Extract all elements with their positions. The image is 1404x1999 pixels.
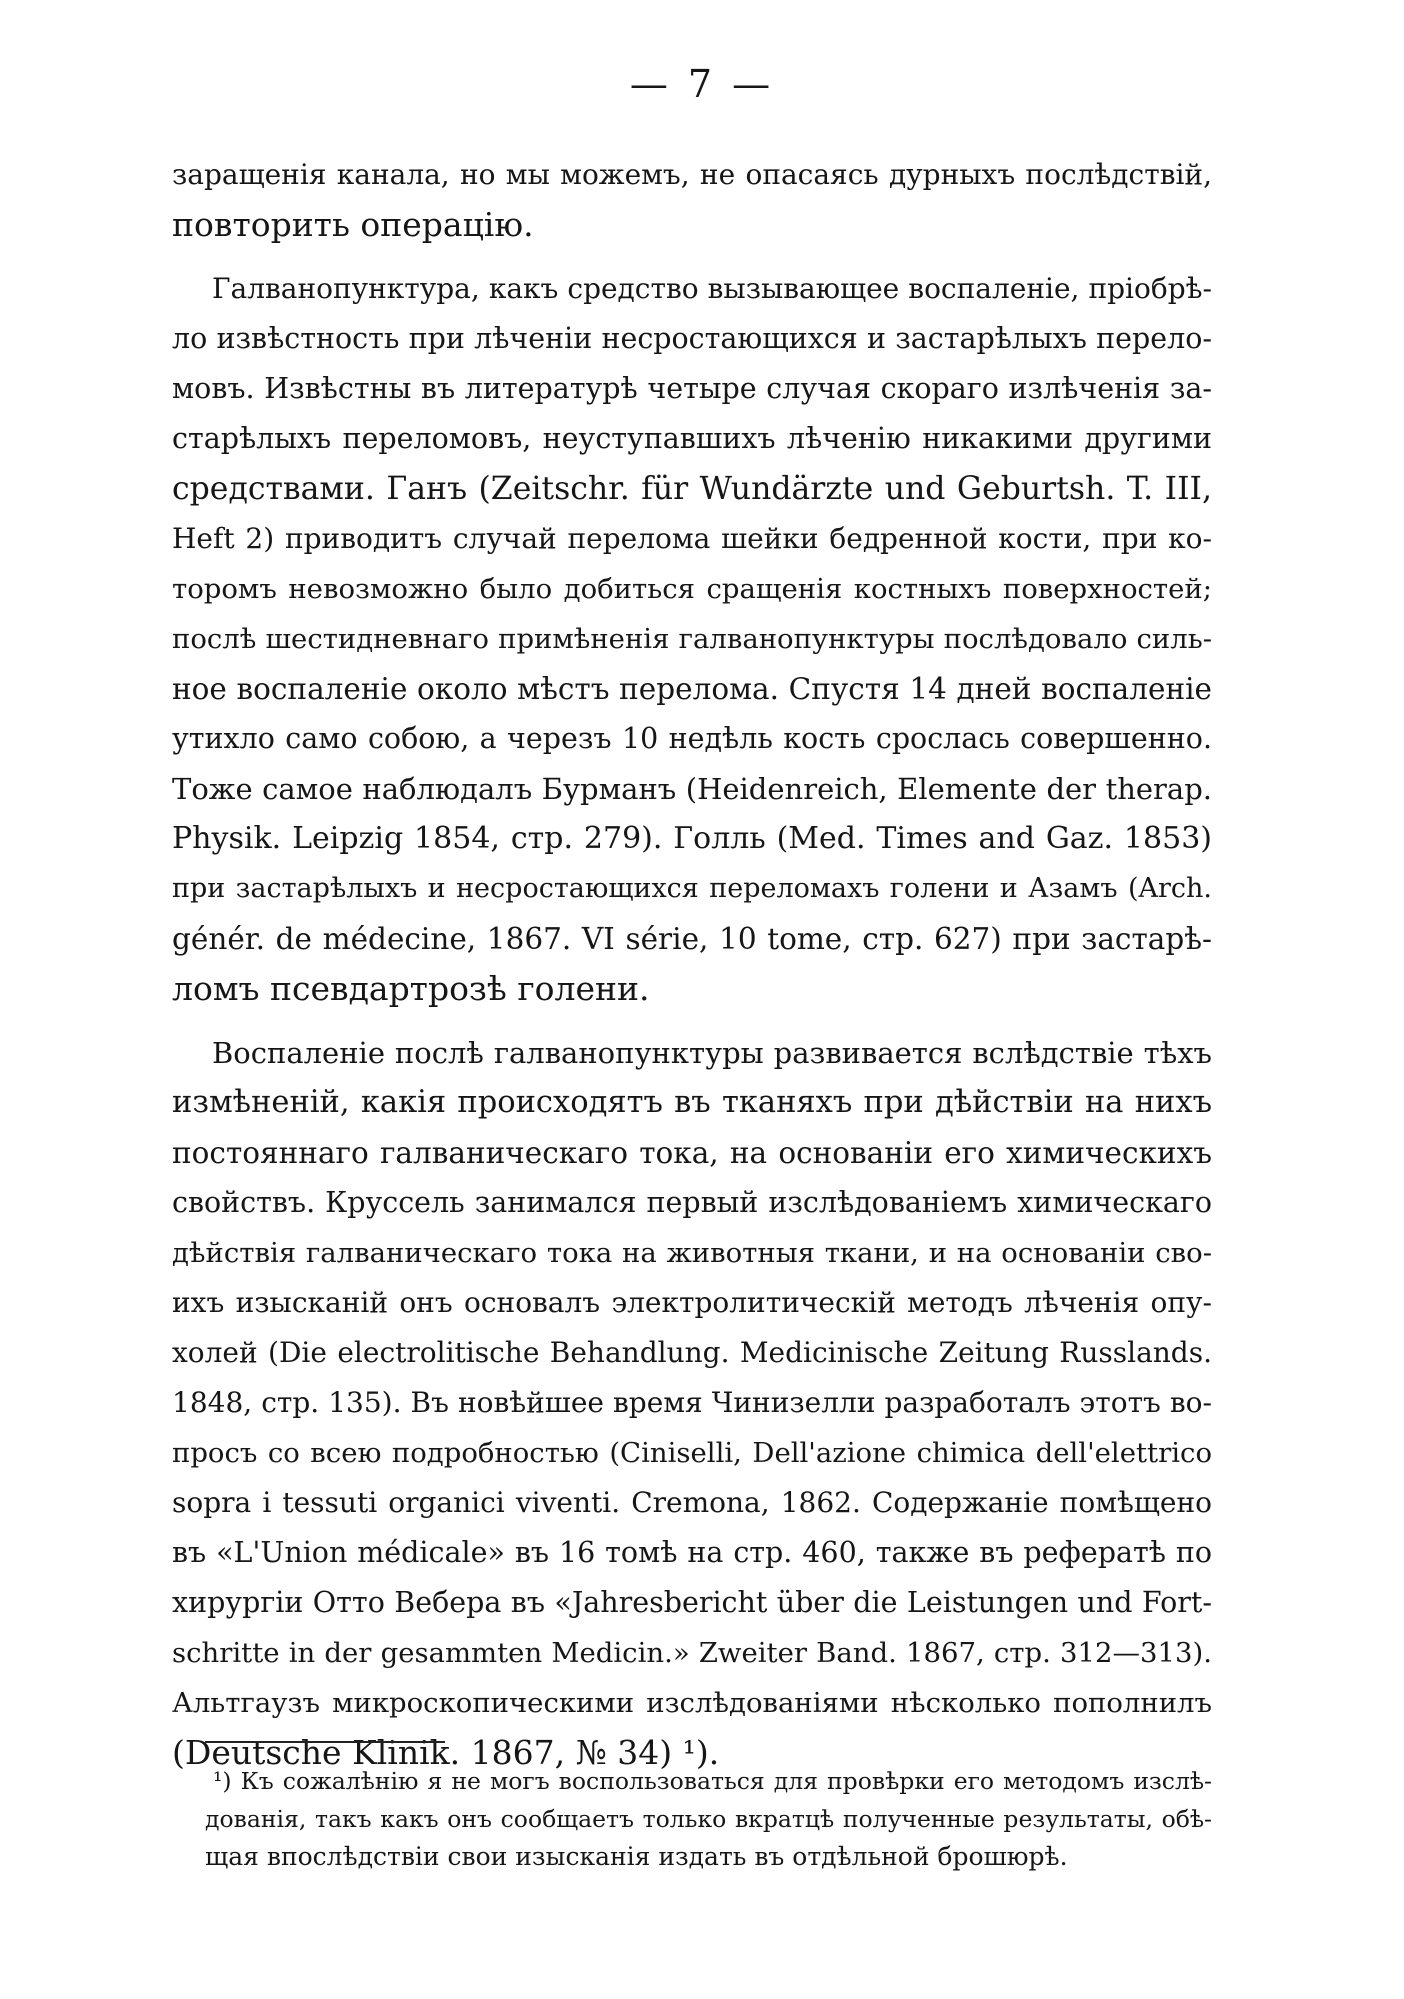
main-text — [172, 150, 1212, 1778]
text-line: Галванопунктура, какъ средство вызывающее воспаленіе, пріобрѣ- — [212, 272, 1212, 305]
text-line: торомъ невозможно было добиться сращенія костныхъ поверхностей; — [172, 573, 1212, 605]
text-line: ное воспаленіе около мѣстъ перелома. Спустя 14 дней воспаленіе — [172, 672, 1212, 706]
text-line: хирургіи Отто Вебера въ «Jahresbericht über die Leistungen und Fort- — [172, 1586, 1212, 1619]
text-line: старѣлыхъ переломовъ, неуступавшихъ лѣченію никакими другими — [172, 422, 1212, 455]
text-line: Альтгаузъ микроскопическими изслѣдованіями нѣсколько пополнилъ — [172, 1687, 1212, 1719]
text-line: повторить операцію. — [172, 205, 534, 244]
text-line: въ «L'Union médicale» въ 16 томѣ на стр. 460, также въ рефератѣ по — [172, 1536, 1212, 1569]
text-line: заращенія канала, но мы можемъ, не опасаясь дурныхъ послѣдствій, — [172, 158, 1212, 191]
text-line: ихъ изысканій онъ основалъ электролитическій методъ лѣченія опу- — [172, 1286, 1212, 1319]
text-line: sopra i tessuti organici viventi. Cremona, 1862. Содержаніе помѣщено — [172, 1486, 1212, 1519]
text-line: Heft 2) приводитъ случай перелома шейки бедренной кости, при ко- — [172, 522, 1212, 555]
text-line: просъ со всею подробностью (Ciniselli, Dell'azione chimica dell'elettrico — [172, 1437, 1212, 1469]
text-line: при застарѣлыхъ и несростающихся переломахъ голени и Азамъ (Arch. — [172, 873, 1212, 904]
footnote-line: ¹) Къ сожалѣнію я не могъ воспользоваться для провѣрки его методомъ изслѣ- — [213, 1767, 1212, 1795]
text-line: ло извѣстность при лѣченіи несростающихся и застарѣлыхъ перело- — [172, 322, 1212, 355]
footnote — [205, 1762, 1212, 1876]
text-line: свойствъ. Круссель занимался первый изслѣдованіемъ химическаго — [172, 1186, 1212, 1219]
text-line: послѣ шестидневнаго примѣненія галванопунктуры послѣдовало силь- — [172, 623, 1212, 655]
text-line: мовъ. Извѣстны въ литературѣ четыре случая скораго излѣченія за- — [172, 372, 1212, 405]
text-line: утихло само собою, а черезъ 10 недѣль кость срослась совершенно. — [172, 722, 1212, 755]
text-line: (Deutsche Klinik. 1867, № 34) ¹). — [172, 1733, 720, 1772]
text-line: schritte in der gesammten Medicin.» Zweiter Band. 1867, стр. 312—313). — [172, 1637, 1212, 1669]
text-line: средствами. Ганъ (Zeitschr. für Wundärzte und Geburtsh. T. III, — [172, 471, 1212, 507]
paragraph — [172, 264, 1212, 1014]
text-line: измѣненій, какія происходятъ въ тканяхъ при дѣйствіи на нихъ — [172, 1085, 1212, 1120]
footnote-line: дованія, такъ какъ онъ сообщаетъ только вкратцѣ полученные результаты, обѣ- — [205, 1805, 1212, 1833]
page-number: — 7 — — [629, 62, 775, 106]
text-line: 1848, стр. 135). Въ новѣйшее время Чинизелли разработалъ этотъ во- — [172, 1386, 1212, 1419]
text-line: génér. de médecine, 1867. VI série, 10 tome, стр. 627) при застарѣ- — [172, 922, 1212, 956]
text-line: холей (Die electrolitische Behandlung. Medicinische Zeitung Russlands. — [172, 1336, 1212, 1369]
paragraph — [172, 1028, 1212, 1778]
text-line: постояннаго галваническаго тока, на основаніи его химическихъ — [172, 1136, 1212, 1170]
paragraph — [172, 150, 1212, 250]
text-line: Physik. Leipzig 1854, стр. 279). Голль (Med. Times and Gaz. 1853) — [172, 821, 1212, 856]
footnote-line: щая впослѣдствіи свои изысканія издать въ отдѣльной брошюрѣ. — [205, 1842, 1068, 1871]
text-line: ломъ псевдартрозѣ голени. — [172, 969, 650, 1008]
text-line: Тоже самое наблюдалъ Бурманъ (Heidenreich, Elemente der therap. — [172, 772, 1212, 806]
footnote-divider — [205, 1741, 445, 1743]
text-line: Воспаленіе послѣ галванопунктуры развивается вслѣдствіе тѣхъ — [212, 1036, 1212, 1070]
text-line: дѣйствія галваническаго тока на животныя ткани, и на основаніи сво- — [172, 1237, 1212, 1269]
